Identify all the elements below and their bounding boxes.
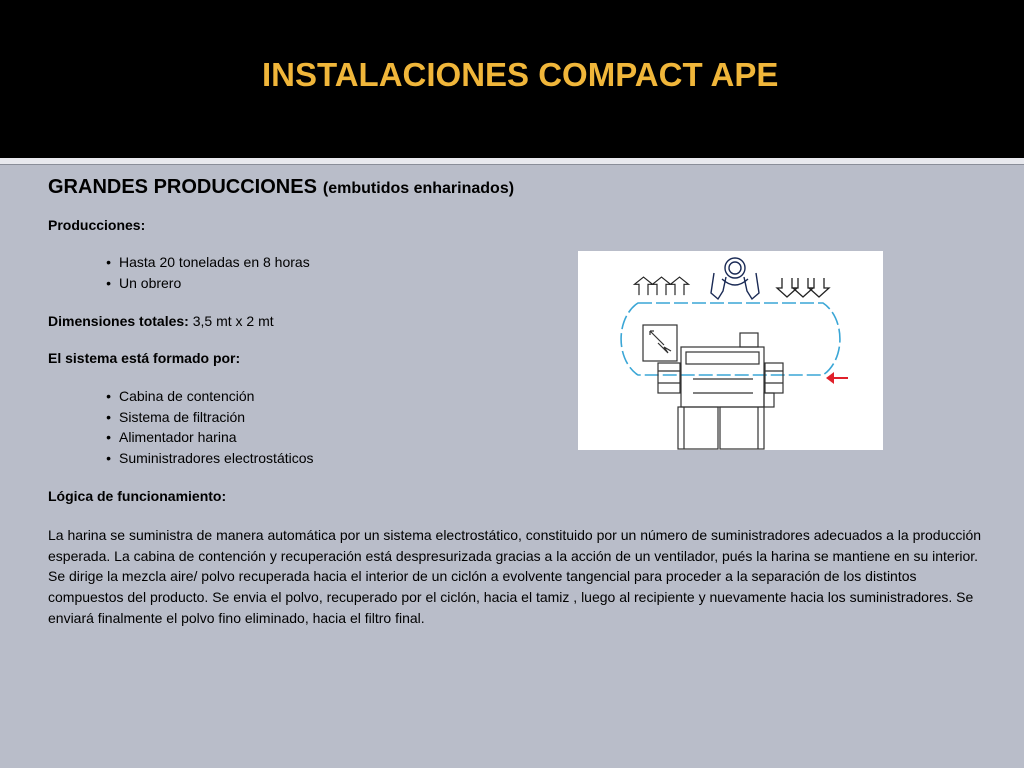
feed-arrow-icon <box>826 372 848 384</box>
slide-title: INSTALACIONES COMPACT APE <box>262 56 779 93</box>
logica-label: Lógica de funcionamiento: <box>48 488 227 504</box>
dimensiones-label: Dimensiones totales: <box>48 313 189 329</box>
list-item: • Un obrero <box>119 273 988 294</box>
control-panel-icon <box>643 325 677 361</box>
machine-diagram <box>578 251 883 450</box>
heading-main: GRANDES PRODUCCIONES <box>48 176 317 198</box>
operator-icon <box>711 258 759 299</box>
title-bar <box>0 0 1024 158</box>
list-item: • Sistema de filtración <box>119 407 988 428</box>
list-item: • Suministradores electrostáticos <box>119 448 988 469</box>
header-divider <box>0 158 1024 165</box>
machine-diagram-svg <box>578 251 883 450</box>
dimensiones-value: 3,5 mt x 2 mt <box>192 313 274 329</box>
list-item: • Hasta 20 toneladas en 8 horas <box>119 252 988 273</box>
heading-sub: (embutidos enharinados) <box>322 180 515 197</box>
list-item: • Cabina de contención <box>119 386 988 407</box>
up-arrows-icon <box>635 277 689 295</box>
down-arrows-icon <box>777 278 829 297</box>
list-item: • Alimentador harina <box>119 427 988 448</box>
logica-paragraph: La harina se suministra de manera automática por un sistema electrostático, constituido por un número de suministradores adecuados a la producción esperada. La cabina de contención y recuperación está despresurizada gracias a la acción de un ventilador, pués la harina se mantiene en su interior. Se dirige la mezcla aire/ polvo recuperada hacia el interior de un ciclón a evolvente tangencial para proceder a la separación de los distintos compuestos del producto. Se envia el polvo, recuperado por el ciclón, hacia el tamiz , luego al recipiente y nuevamente hacia los suministradores. Se enviará finalmente el polvo fino eliminado, hacia el filtro final. <box>48 527 982 626</box>
section-heading <box>48 176 988 199</box>
producciones-label: Producciones: <box>48 217 146 233</box>
sistema-label: El sistema está formado por: <box>48 350 241 366</box>
